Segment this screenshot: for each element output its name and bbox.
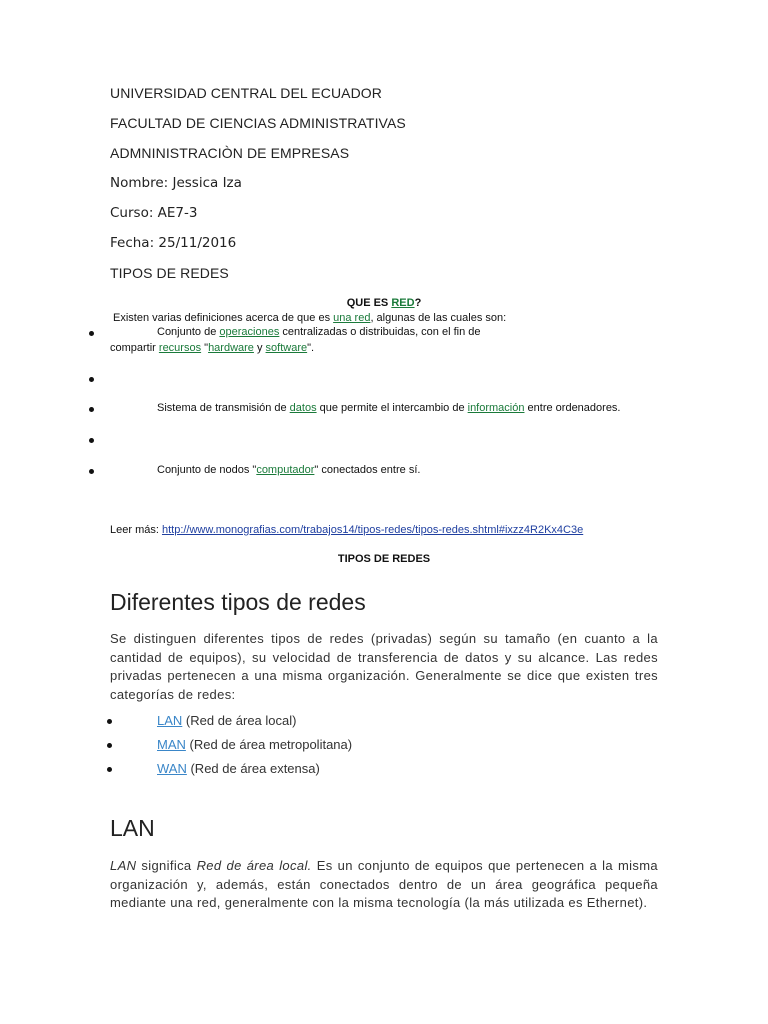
def1-text: Conjunto de (157, 326, 220, 338)
lan-text: Es un conjunto de equipos que pertenecen a la misma organización y, además, están conectados dentro de un área geográfica pequeña mediante una red, generalmente con la misma tecnología (la más utilizada es Ethernet). (110, 858, 658, 910)
list-item-text: (Red de área extensa) (186, 761, 320, 776)
red-link[interactable]: RED (391, 297, 415, 309)
bullet-dot (107, 743, 112, 748)
intro-text: Existen varias definiciones acerca de que es (113, 312, 334, 324)
section-title: TIPOS DE REDES (337, 553, 431, 565)
lan-heading: LAN (110, 815, 155, 841)
def3-text: " conectados entre sí. (314, 464, 421, 476)
university-name: UNIVERSIDAD CENTRAL DEL ECUADOR (110, 85, 382, 101)
faculty-name: FACULTAD DE CIENCIAS ADMINISTRATIVAS (110, 115, 406, 131)
diferentes-tipos-paragraph: Se distinguen diferentes tipos de redes (privadas) según su tamaño (en cuanto a la cantidad de equipos), su velocidad de transferencia de datos y su alcance. Las redes privadas pertenecen a una misma organización. Generalmente se dice que existen tres categorías de redes: (110, 631, 658, 702)
definition-3 (157, 464, 420, 476)
bullet-dot (89, 331, 94, 336)
bullet-dot (107, 767, 112, 772)
operaciones-link[interactable]: operaciones (219, 326, 280, 338)
bullet-dot (89, 377, 94, 382)
heading-suffix: ? (414, 297, 422, 309)
una-red-link[interactable]: una red (333, 312, 371, 324)
definition-1-line-2 (110, 342, 314, 354)
lan-text: significa (136, 858, 197, 873)
list-item-text: (Red de área metropolitana) (185, 737, 353, 752)
list-item-lan (157, 713, 296, 728)
leer-mas-label: Leer más: (110, 524, 162, 536)
lan-term: LAN (110, 858, 137, 873)
computador-link[interactable]: computador (256, 464, 315, 476)
def3-text: Conjunto de nodos " (157, 464, 257, 476)
lan-term-definition: Red de área local. (196, 858, 312, 873)
bullet-dot (107, 719, 112, 724)
def2-text: que permite el intercambio de (316, 402, 468, 414)
definition-2 (157, 402, 621, 414)
career-name: ADMNINISTRACIÒN DE EMPRESAS (110, 145, 350, 161)
leer-mas-line (110, 524, 583, 536)
software-link[interactable]: software (265, 342, 308, 354)
recursos-link[interactable]: recursos (158, 342, 202, 354)
intro-suffix: , algunas de las cuales son: (370, 312, 507, 324)
definitions-intro (113, 312, 506, 324)
bullet-dot (89, 438, 94, 443)
lan-paragraph (110, 857, 658, 913)
topic-title: TIPOS DE REDES (110, 265, 229, 281)
list-item-text: (Red de área local) (182, 713, 297, 728)
list-item-man (157, 737, 352, 752)
source-url-link[interactable]: http://www.monografias.com/trabajos14/tipos-redes/tipos-redes.shtml#ixzz4R2Kx4C3e (161, 524, 584, 536)
datos-link[interactable]: datos (289, 402, 317, 414)
def1-text: ". (307, 342, 315, 354)
bullet-dot (89, 407, 94, 412)
bullet-dot (89, 469, 94, 474)
heading-prefix: QUE ES (346, 297, 392, 309)
def2-text: Sistema de transmisión de (157, 402, 290, 414)
wan-link[interactable]: WAN (157, 761, 187, 776)
list-item-wan (157, 761, 320, 776)
def1-text: centralizadas o distribuidas, con el fin de (279, 326, 481, 338)
student-name: Nombre: Jessica Iza (110, 175, 242, 191)
def1-text: compartir (110, 342, 159, 354)
que-es-red-heading (0, 297, 768, 309)
informacion-link[interactable]: información (467, 402, 525, 414)
def1-text: y (253, 342, 266, 354)
man-link[interactable]: MAN (157, 737, 186, 752)
hardware-link[interactable]: hardware (208, 342, 254, 354)
lan-link[interactable]: LAN (157, 713, 183, 728)
definition-1-line-1 (157, 326, 481, 338)
diferentes-tipos-heading: Diferentes tipos de redes (110, 589, 366, 615)
def2-text: entre ordenadores. (524, 402, 621, 414)
document-date: Fecha: 25/11/2016 (110, 235, 237, 251)
def1-text: " (201, 342, 209, 354)
course-code: Curso: AE7-3 (110, 205, 198, 221)
